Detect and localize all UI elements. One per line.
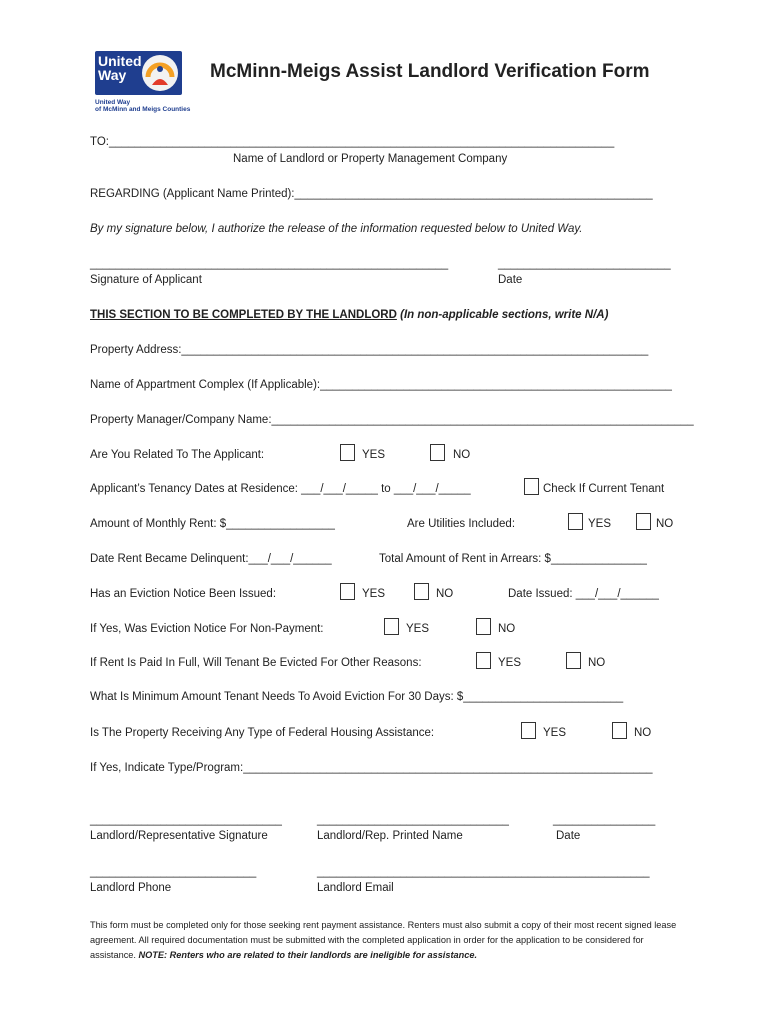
eviction-question: Has an Eviction Notice Been Issued: [90,588,277,600]
nonpayment-no-label: NO [498,623,516,635]
nonpayment-no-checkbox[interactable] [476,618,491,635]
landlord-signature-label: Landlord/Representative Signature [90,830,268,842]
monthly-rent-field[interactable]: Amount of Monthly Rent: $_________________ [90,518,335,530]
nonpayment-yes-checkbox[interactable] [384,618,399,635]
tenancy-dates-field[interactable]: Applicant’s Tenancy Dates at Residence: ___/___/_____ to ___/___/_____ [90,483,471,495]
eviction-no-label: NO [436,588,454,600]
landlord-date-line[interactable]: ________________ [553,814,656,826]
property-manager-field[interactable]: Property Manager/Company Name:__________________________________________________________________ [90,414,694,426]
other-reasons-question: If Rent Is Paid In Full, Will Tenant Be Evicted For Other Reasons: [90,657,422,669]
landlord-email-line[interactable]: ____________________________________________________ [317,866,650,878]
federal-yes-checkbox[interactable] [521,722,536,739]
to-field[interactable]: TO:_______________________________________________________________________________ [90,136,615,148]
federal-no-checkbox[interactable] [612,722,627,739]
utilities-question: Are Utilities Included: [407,518,516,530]
apartment-complex-field[interactable]: Name of Appartment Complex (If Applicable):_______________________________________________________ [90,379,672,391]
related-no-checkbox[interactable] [430,444,445,461]
authorization-statement: By my signature below, I authorize the release of the information requested below to United Way. [90,223,583,235]
applicant-date-line[interactable]: ___________________________ [498,258,671,270]
footer-disclaimer: This form must be completed only for those seeking rent payment assistance. Renters must also submit a copy of their most recent signed lease agreement. All required documentation must be submitted with the completed application in order for the application to be considered for assistance. NOTE: Renters who are related to their landlords are ineligible for assistance. [90,920,677,960]
related-no-label: NO [453,449,471,461]
applicant-signature-line[interactable]: ________________________________________________________ [90,258,449,270]
date-delinquent-field[interactable]: Date Rent Became Delinquent:___/___/______ [90,553,332,565]
date-label: Date [498,274,523,286]
regarding-field[interactable]: REGARDING (Applicant Name Printed):________________________________________________________ [90,188,653,200]
eviction-yes-checkbox[interactable] [340,583,355,600]
federal-no-label: NO [634,727,652,739]
date-issued-field[interactable]: Date Issued: ___/___/______ [508,588,659,600]
footer-note: NOTE: Renters who are related to their landlords are ineligible for assistance. [138,950,478,960]
landlord-phone-line[interactable]: __________________________ [90,866,257,878]
landlord-printed-name-line[interactable]: ______________________________ [317,814,509,826]
federal-assistance-question: Is The Property Receiving Any Type of Federal Housing Assistance: [90,727,435,739]
landlord-email-label: Landlord Email [317,882,394,894]
landlord-printed-name-label: Landlord/Rep. Printed Name [317,830,463,842]
nonpayment-question: If Yes, Was Eviction Notice For Non-Payment: [90,623,324,635]
other-reasons-yes-checkbox[interactable] [476,652,491,669]
landlord-date-label: Date [556,830,581,842]
nonpayment-yes-label: YES [406,623,430,635]
utilities-no-label: NO [656,518,674,530]
to-caption: Name of Landlord or Property Management Company [233,153,508,165]
property-address-field[interactable]: Property Address:_________________________________________________________________________ [90,344,649,356]
program-type-field[interactable]: If Yes, Indicate Type/Program:________________________________________________________________ [90,762,653,774]
eviction-yes-label: YES [362,588,386,600]
landlord-section-heading: THIS SECTION TO BE COMPLETED BY THE LANDLORD (In non-applicable sections, write N/A) [90,309,609,321]
form-title: McMinn-Meigs Assist Landlord Verification Form [210,61,650,82]
hand-person-rainbow-icon [142,55,178,91]
related-yes-label: YES [362,449,386,461]
logo-wordmark: United Way [98,53,142,83]
landlord-phone-label: Landlord Phone [90,882,172,894]
total-arrears-field[interactable]: Total Amount of Rent in Arrears: $_______________ [379,553,647,565]
other-reasons-yes-label: YES [498,657,522,669]
related-yes-checkbox[interactable] [340,444,355,461]
utilities-yes-checkbox[interactable] [568,513,583,530]
other-reasons-no-label: NO [588,657,606,669]
minimum-amount-field[interactable]: What Is Minimum Amount Tenant Needs To Avoid Eviction For 30 Days: $_________________________ [90,691,624,703]
related-question: Are You Related To The Applicant: [90,449,265,461]
utilities-yes-label: YES [588,518,612,530]
federal-yes-label: YES [543,727,567,739]
utilities-no-checkbox[interactable] [636,513,651,530]
eviction-no-checkbox[interactable] [414,583,429,600]
current-tenant-label: Check If Current Tenant [543,483,665,495]
united-way-logo [95,51,182,95]
other-reasons-no-checkbox[interactable] [566,652,581,669]
landlord-signature-line[interactable]: ______________________________ [90,814,282,826]
signature-label: Signature of Applicant [90,274,202,286]
logo-subtitle: United Way of McMinn and Meigs Counties [95,99,191,113]
current-tenant-checkbox[interactable] [524,478,539,495]
